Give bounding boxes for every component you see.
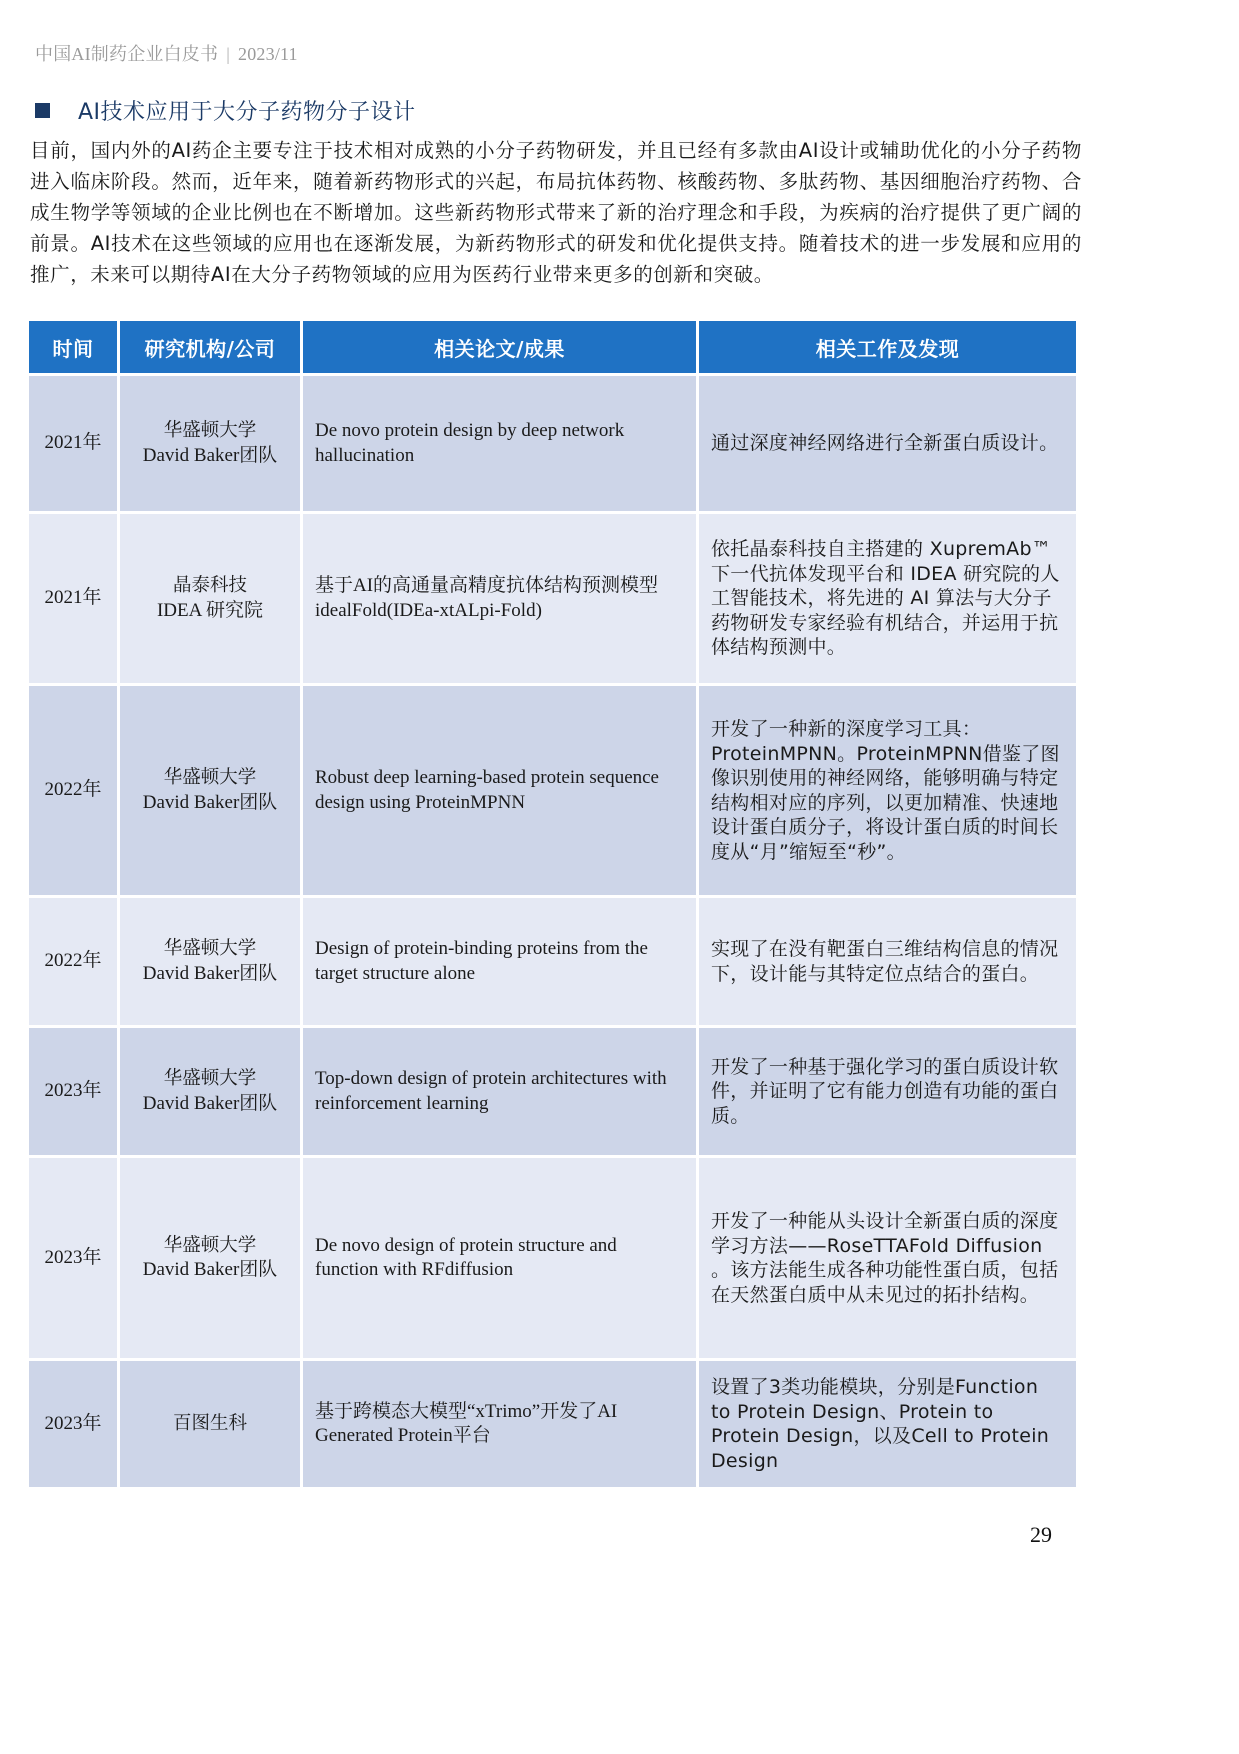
cell-finding: 设置了3类功能模块，分别是Function to Protein Design、Protein to Protein Design，以及Cell to Protein Design	[699, 1361, 1076, 1487]
table-row	[29, 514, 1076, 683]
org-name: 晶泰科技	[172, 575, 247, 596]
table-row	[29, 1361, 1076, 1487]
cell-paper: De novo design of protein structure and function with RFdiffusion	[303, 1158, 696, 1358]
cell-org	[120, 376, 300, 511]
table-row	[29, 1028, 1076, 1155]
table-row	[29, 898, 1076, 1025]
section-title: AI技术应用于大分子药物分子设计	[78, 100, 416, 125]
org-team: David Baker团队	[142, 1092, 278, 1114]
org-name: 百图生科	[172, 1412, 247, 1434]
square-bullet-icon	[35, 103, 50, 118]
table-row	[29, 1158, 1076, 1358]
column-header-paper: 相关论文/成果	[303, 321, 696, 373]
document-date: 2023/11	[238, 44, 298, 64]
org-name: 华盛顿大学	[163, 938, 257, 959]
cell-paper: Top-down design of protein architectures with reinforcement learning	[303, 1028, 696, 1155]
column-header-finding: 相关工作及发现	[699, 321, 1076, 373]
org-name: 华盛顿大学	[163, 1234, 257, 1256]
cell-paper: Design of protein-binding proteins from the target structure alone	[303, 898, 696, 1025]
cell-time: 2021年	[29, 514, 117, 683]
cell-time: 2023年	[29, 1158, 117, 1358]
research-table	[26, 318, 1079, 1490]
cell-org	[120, 686, 300, 895]
column-header-org: 研究机构/公司	[120, 321, 300, 373]
intro-paragraph: 目前，国内外的AI药企主要专注于技术相对成熟的小分子药物研发，并且已经有多款由AI设计或辅助优化的小分子药物进入临床阶段。然而，近年来，随着新药物形式的兴起，布局抗体药物、核酸药物、多肽药物、基因细胞治疗药物、合成生物学等领域的企业比例也在不断增加。这些新药物形式带来了新的治疗理念和手段，为疾病的治疗提供了更广阔的前景。AI技术在这些领域的应用也在逐渐发展，为新药物形式的研发和优化提供支持。随着技术的进一步发展和应用的推广，未来可以期待AI在大分子药物领域的应用为医药行业带来更多的创新和突破。	[30, 139, 1082, 286]
cell-finding: 通过深度神经网络进行全新蛋白质设计。	[699, 376, 1076, 511]
cell-paper: De novo protein design by deep network hallucination	[303, 376, 696, 511]
org-team: David Baker团队	[142, 444, 278, 466]
page-number: 29	[1030, 1522, 1052, 1547]
cell-finding: 开发了一种新的深度学习工具：ProteinMPNN。ProteinMPNN借鉴了图像识别使用的神经网络，能够明确与特定结构相对应的序列，以更加精准、快速地设计蛋白质分子，将设计蛋白质的时间长度从“月”缩短至“秒”。	[699, 686, 1076, 895]
org-team: IDEA 研究院	[156, 599, 264, 621]
org-team: David Baker团队	[142, 791, 278, 813]
cell-org	[120, 1361, 300, 1487]
cell-time: 2022年	[29, 898, 117, 1025]
cell-org	[120, 1158, 300, 1358]
document-title: 中国AI制药企业白皮书	[35, 44, 219, 64]
org-name: 华盛顿大学	[163, 420, 257, 441]
cell-paper: 基于跨模态大模型“xTrimo”开发了AI Generated Protein平台	[303, 1361, 696, 1487]
cell-paper: Robust deep learning-based protein sequence design using ProteinMPNN	[303, 686, 696, 895]
cell-time: 2021年	[29, 376, 117, 511]
table-row	[29, 376, 1076, 511]
running-header	[35, 40, 298, 66]
cell-finding: 开发了一种能从头设计全新蛋白质的深度学习方法——RoseTTAFold Diffusion 。该方法能生成各种功能性蛋白质，包括在天然蛋白质中从未见过的拓扑结构。	[699, 1158, 1076, 1358]
table-header-row	[29, 321, 1076, 373]
cell-time: 2023年	[29, 1028, 117, 1155]
table-row	[29, 686, 1076, 895]
cell-org	[120, 514, 300, 683]
cell-finding: 依托晶泰科技自主搭建的 XupremAb™ 下一代抗体发现平台和 IDEA 研究院的人工智能技术，将先进的 AI 算法与大分子药物研发专家经验有机结合，并运用于抗体结构预测中。	[699, 514, 1076, 683]
column-header-time: 时间	[29, 321, 117, 373]
cell-time: 2023年	[29, 1361, 117, 1487]
cell-time: 2022年	[29, 686, 117, 895]
cell-finding: 实现了在没有靶蛋白三维结构信息的情况下，设计能与其特定位点结合的蛋白。	[699, 898, 1076, 1025]
org-name: 华盛顿大学	[163, 1068, 257, 1089]
header-separator: |	[226, 44, 231, 64]
section-heading	[35, 95, 416, 126]
cell-org	[120, 898, 300, 1025]
cell-finding: 开发了一种基于强化学习的蛋白质设计软件，并证明了它有能力创造有功能的蛋白质。	[699, 1028, 1076, 1155]
org-team: David Baker团队	[142, 1259, 278, 1280]
org-team: David Baker团队	[142, 962, 278, 984]
cell-org	[120, 1028, 300, 1155]
org-name: 华盛顿大学	[163, 767, 257, 788]
cell-paper: 基于AI的高通量高精度抗体结构预测模型idealFold(IDEa-xtALpi-Fold)	[303, 514, 696, 683]
